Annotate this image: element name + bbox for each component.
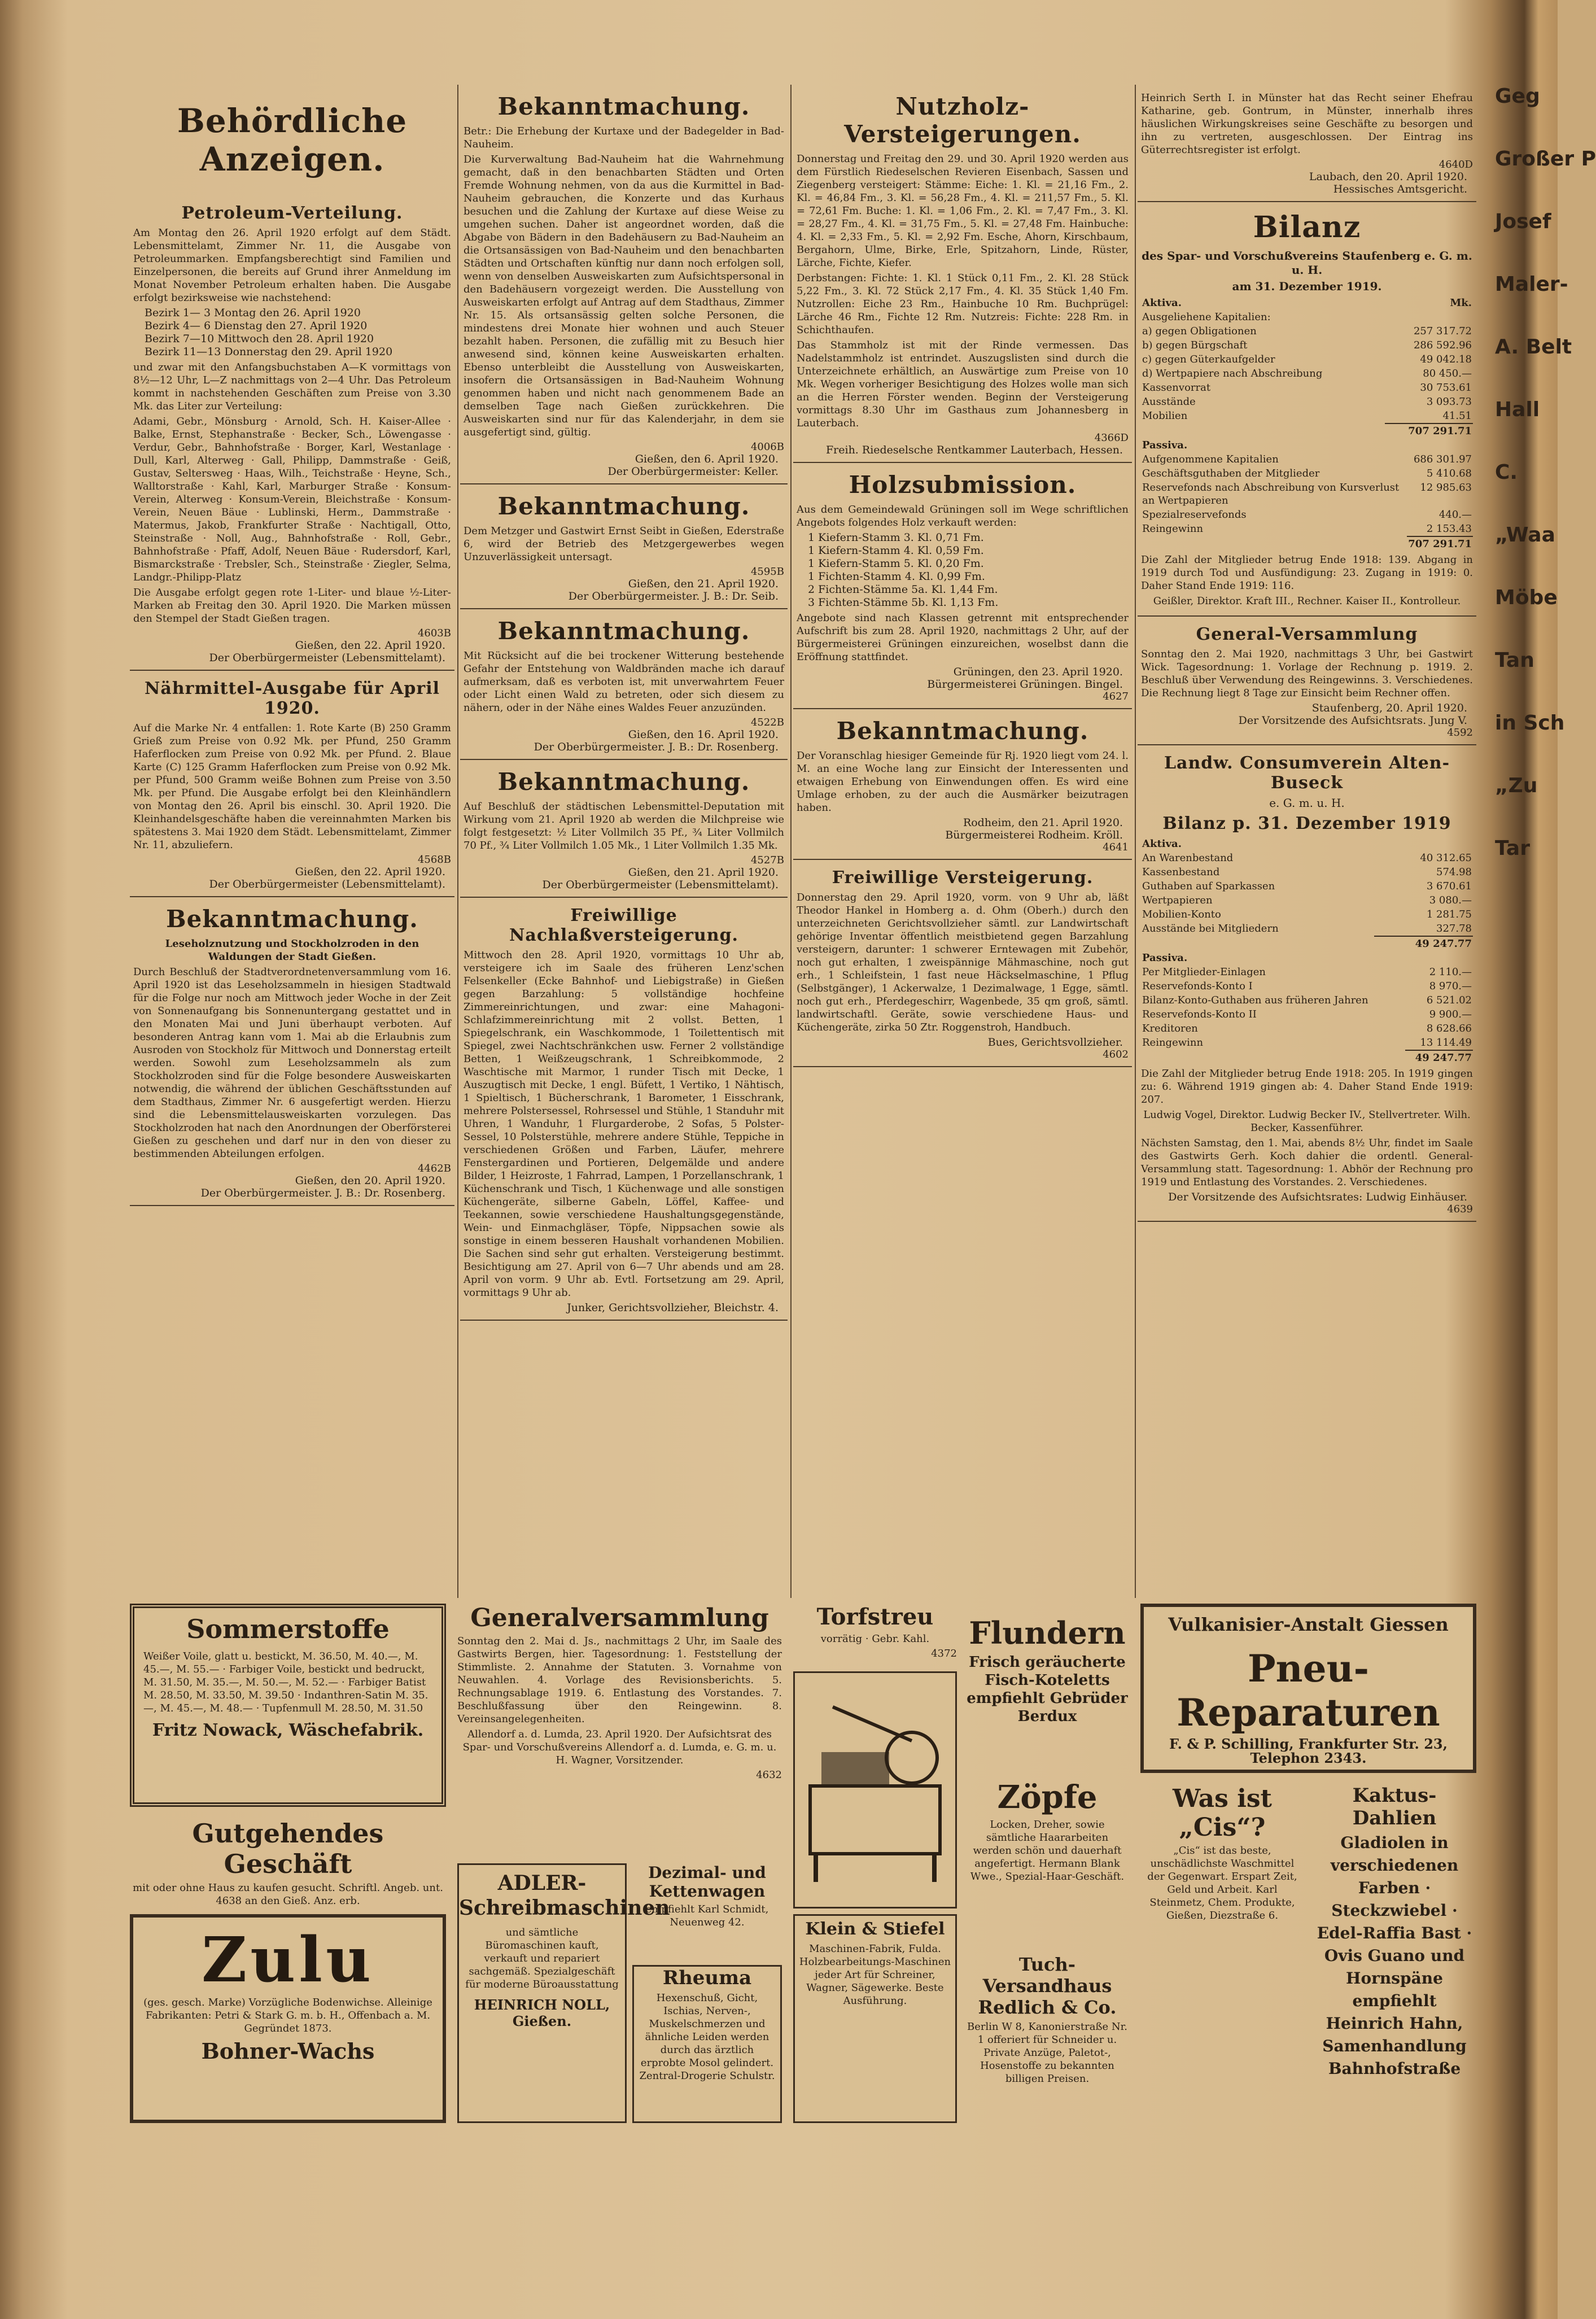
notice-date: Gießen, den 22. April 1920. [295,866,445,878]
notice-subtitle: e. G. m. u. H. [1269,796,1345,810]
notice-gueterrecht [1138,85,1476,202]
notice-title: Landw. Consumverein Alten-Buseck [1164,753,1450,793]
table-row: Spezialreservefonds 440.— [1142,509,1472,521]
notice-text: Auf die Marke Nr. 4 entfallen: 1. Rote Karte (B) 250 Gramm Grieß zum Preise von 0.92 Mk. per Pfund, 250 Gramm Haferflocken zum Preise von 0.92 Mk. per Pfund. 2. Blaue Karte (C) 125 Gramm Haferflocken zum Preise von 0.92 Mk. per Pfund, 500 Gramm weiße Bohnen zum Preise von 3.50 Mk. per Pfund. Die Ausgabe erfolgt bei den Kleinhändlern von Montag den 26. April bis einschl. 30. April 1920. Die Kleinhandelsgeschäfte haben die vereinnahmten Marken bis spätestens 3. Mai 1920 dem Städt. Lebensmittelamt, Zimmer Nr. 11, abzuliefern. [133,722,451,851]
ad-title: Vulkanisier-Anstalt Giessen [1168,1614,1449,1635]
notice-petroleum [130,195,454,671]
notice-text: Aus dem Gemeindewald Grüningen soll im Wege schriftlichen Angebots folgendes Holz verkauft werden: [797,504,1129,529]
notice-signature: Junker, Gerichtsvollzieher, Bleichstr. 4. [567,1302,779,1314]
edge-fragment: Josef [1495,210,1551,233]
notice-title: Bekanntmachung. [497,617,750,645]
edge-fragment: in Sch [1495,711,1565,735]
ad-signature: Allendorf a. d. Lumda, 23. April 1920. Der Aufsichtsrat des Spar- und Vorschußvereins Allendorf a. d. Lumda, e. G. m. u. H. Wagner, Vorsitzender. [462,1728,777,1766]
notice-text: Donnerstag und Freitag den 29. und 30. April 1920 werden aus dem Fürstlich Riedeselschen Revieren Eisenbach, Sassen und Ziegenberg versteigert: Stämme: Eiche: 1. Kl. = 21,16 Fm., 2. Kl. = 46,84 Fm., 3. Kl. = 56,28 Fm., 4. Kl. = 211,57 Fm., 5. Kl. = 72,61 Fm. Buche: 1. Kl. = 1,06 Fm., 2. Kl. = 7,47 Fm., 3. Kl. = 28,27 Fm., 4. Kl. = 31,75 Fm., 5. Kl. = 27,48 Fm. Hainbuche: 4. Kl. = 2,33 Fm., 5. Kl. = 2,92 Fm. Esche, Ahorn, Kirschbaum, Bergahorn, Ulme, Birke, Erle, Spitzahorn, Linde, Rüster, Lärche, Fichte, Kiefer. [797,153,1129,269]
ad-text: (ges. gesch. Marke) Vorzügliche Bodenwichse. Alleinige Fabrikanten: Petri & Stark G. m. b. H., Offenbach a. M. Gegründet 1873. [143,1997,432,2034]
ad-title: Zöpfe [997,1779,1097,1816]
table-header: Passiva. [1142,952,1188,964]
table-row: Bilanz-Konto-Guthaben aus früheren Jahren 6 521.02 [1142,994,1472,1006]
notice-text: Die Zahl der Mitglieder betrug Ende 1918: 205. In 1919 gingen zu: 6. Während 1919 gingen ab: 4. Daher Stand Ende 1919: 207. [1141,1068,1473,1106]
notice-signature: Der Oberbürgermeister. J. B.: Dr. Rosenberg. [200,1187,445,1199]
ad-cis [1140,1784,1304,2123]
notice-text: Die Kurverwaltung Bad-Nauheim hat die Wahrnehmung gemacht, daß in den benachbarten Städten und Orten Fremde Wohnung nehmen, von da aus die Kurmittel in Bad-Nauheim gebrauchen, die Konzerte und das Kurhaus besuchen und die Zahlung der Kurtaxe auf diese Weise zu umgehen suchen. Daher ist angeordnet worden, daß die Abgabe von Bädern in den Badehäusern zu Bad-Nauheim an die Ortsansässigen von Bad-Nauheim und den benachbarten Städten und Ortschaften künftig nur dann noch erfolgen soll, wenn von denselben Ausweiskarten zum Aufsichtspersonal in den Badehäusern vorgezeigt werden. Die Ausstellung von Ausweiskarten erfolgt auf Antrag auf dem Stadthaus, Zimmer Nr. 15. Als ortsansässig gelten solche Personen, die mindestens drei Monate hier wohnen und auch Steuer bezahlt haben. Personen, die zufällig mit zu Besuch hier anwesend sind, können keine Ausweiskarten erhalten. Ebenso unterbleibt die Ausstellung von Ausweiskarten, insofern die Ortsansässigen in Bad-Nauheim Wohnung genommen haben und nicht nach genommenem Bade an demselben Tage nach Gießen zurückkehren. Die Ausweiskarten sind nur für das Kalenderjahr, in dem sie ausgefertigt sind, gültig. [464,154,784,438]
edge-fragment: Geg [1495,85,1540,108]
notice-signature: Der Vorsitzende des Aufsichtsrats. Jung V. [1238,714,1467,727]
column-rule [790,85,792,1598]
notice-generalversammlung [1138,617,1476,745]
table-row: Reservefonds nach Abschreibung von Kursverlust an Wertpapieren 12 985.63 [1142,482,1472,506]
notice-title: Freiwillige Nachlaßversteigerung. [509,906,739,945]
ad-number: 4462B [417,1163,451,1174]
ad-title: Generalversammlung [470,1604,769,1632]
ad-text: vorrätig · Gebr. Kahl. [820,1633,930,1645]
table-row: Reservefonds-Konto I 8 970.— [1142,980,1472,992]
balance-date: am 31. Dezember 1919. [1232,279,1382,293]
ad-adler [457,1863,670,2123]
table-row: An Warenbestand 40 312.65 [1142,852,1472,864]
ad-firm: HEINRICH NOLL, Gießen. [474,1997,610,2029]
ad-brand: Bohner-Wachs [201,2038,375,2064]
advertisements [130,1604,1476,2281]
table-row: Reservefonds-Konto II 9 900.— [1142,1008,1472,1020]
notice-metzger [460,484,788,609]
list-item: Bezirk 7—10 Mittwoch den 28. April 1920 [145,333,374,345]
table-row: Geschäftsguthaben der Mitglieder 5 410.68 [1142,468,1472,479]
notice-milch [460,760,788,898]
ad-torfstreu [793,1604,957,1666]
ad-tuch [965,1954,1129,2123]
ad-title: Tuch-Versandhaus Redlich & Co. [978,1954,1117,2018]
ad-text: mit oder ohne Haus zu kaufen gesucht. Schriftl. Angeb. unt. 4638 an den Gieß. Anz. erb. [133,1882,443,1907]
edge-fragment: Großer P [1495,147,1596,171]
notice-date: Grüningen, den 23. April 1920. [953,666,1123,678]
column-2 [460,85,788,1598]
ad-title: Klein & Stiefel [805,1919,945,1939]
ad-title: Gutgehendes Geschäft [192,1818,384,1879]
list-item: Bezirk 1— 3 Montag den 26. April 1920 [145,307,361,319]
edge-fragment: „Waa [1495,523,1555,547]
timber-list [808,531,1129,609]
notice-nutzholz [793,85,1132,463]
table-row: Ausstände bei Mitgliedern 327.78 [1142,923,1472,934]
edge-fragment: Hall [1495,398,1540,421]
notice-text: Angebote sind nach Klassen getrennt mit entsprechender Aufschrift bis zum 28. April 1920, nachmittags 2 Uhr, auf der Bürgermeisterei Grüningen einzureichen, woselbst dann die Eröffnung stattfindet. [797,612,1129,663]
list-item: 1 Kiefern-Stamm 5. Kl. 0,20 Fm. [808,557,984,570]
ad-text: Sonntag den 2. Mai d. Js., nachmittags 2 Uhr, im Saale des Gastwirts Bergen, hier. Tagesordnung: 1. Feststellung der Stimmliste. 2. Annahme der Statuten. 3. Vornahme von Neuwahlen. 4. Vorlage des Revisionsberichts. 5. Rechnungsablage 1919. 6. Entlastung des Vorstandes. 7. Beschlußfassung über den Reingewinn. 8. Vereinsangelegenheiten. [457,1635,782,1725]
list-item: 3 Fichten-Stämme 5b. Kl. 1,13 Fm. [808,596,999,609]
ad-number: 4568B [417,854,451,866]
column-1 [130,85,454,1598]
notice-signature: Geißler, Direktor. Kraft III., Rechner. Kaiser II., Kontrolleur. [1153,595,1461,607]
list-item: 1 Kiefern-Stamm 4. Kl. 0,59 Fm. [808,544,984,557]
ad-text: Maschinen-Fabrik, Fulda. Holzbearbeitungs-Maschinen jeder Art für Schreiner, Wagner, Sägewerke. Beste Ausführung. [799,1943,951,2007]
notice-text: Dem Metzger und Gastwirt Ernst Seibt in Gießen, Ederstraße 6, wird der Betrieb des Metzgergewerbes wegen Unzuverlässigkeit untersagt. [464,525,784,563]
ad-title: Sommerstoffe [186,1614,390,1644]
ad-dahlien [1313,1784,1476,2123]
ad-title: Was ist „Cis“? [1173,1784,1272,1842]
notice-text: Die Zahl der Mitglieder betrug Ende 1918: 139. Abgang in 1919 durch Tod und Ausfündigung: 23. Zugang in 1919: 0. Daher Stand Ende 1919: 116. [1141,554,1473,592]
balance-date: Bilanz p. 31. Dezember 1919 [1162,814,1451,833]
table-row: Aufgenommene Kapitalien 686 301.97 [1142,453,1472,465]
table-row: Reingewinn 13 114.49 [1142,1037,1472,1049]
ad-text: Locken, Dreher, sowie sämtliche Haararbeiten werden schön und dauerhaft angefertigt. Hermann Blank Wwe., Spezial-Haar-Geschäft. [970,1819,1125,1883]
ad-text: Berlin W 8, Kanonierstraße Nr. 1 offeriert für Schneider u. Private Anzüge, Paletot-, Hosenstoffe zu bekannten billigen Preisen. [967,2021,1127,2085]
list-item: 1 Kiefern-Stamm 3. Kl. 0,71 Fm. [808,531,984,544]
notice-text: und zwar mit den Anfangsbuchstaben A—K vormittags von 8½—12 Uhr, L—Z nachmittags von 2—4 Uhr. Das Petroleum kommt in nachstehenden Geschäften zum Preise von 3.30 Mk. das Liter zur Verteilung: [133,361,451,412]
list-item: 1 Fichten-Stamm 4. Kl. 0,99 Fm. [808,570,985,583]
column-3 [793,85,1132,1598]
notice-title: Nährmittel-Ausgabe für April 1920. [145,679,440,718]
ad-flundern [965,1604,1129,1773]
notice-holzsubmission [793,463,1132,709]
edge-fragment: Tar [1495,837,1530,860]
ad-zulu [130,1914,446,2123]
table-header: Mk. [1450,297,1472,309]
table-row: Mobilien-Konto 1 281.75 [1142,909,1472,920]
ad-klein-stiefel [793,1914,957,2123]
ad-title: Rheuma [662,1967,752,1989]
balance-table-passiva [1141,438,1473,551]
notice-title: Bekanntmachung. [497,492,750,520]
table-total: 49 247.77 [1141,1050,1473,1065]
table-row: a) gegen Obligationen 257 317.72 [1142,325,1472,337]
ad-firm: Fritz Nowack, Wäschefabrik. [152,1720,424,1740]
section-title: Behördliche Anzeigen. [177,102,408,178]
table-row: Ausstände 3 093.73 [1142,396,1472,408]
ad-machine-illustration [793,1671,957,1909]
column-rule [1135,85,1136,1598]
table-total: 49 247.77 [1141,936,1473,951]
notice-subtitle: des Spar- und Vorschußvereins Staufenberg e. G. m. u. H. [1142,249,1472,277]
table-row: Reingewinn 2 153.43 [1142,523,1472,535]
notice-title: Freiwillige Versteigerung. [832,868,1094,888]
notice-nachlass [460,898,788,1321]
table-total: 707 291.71 [1141,423,1473,438]
notice-text: Nächsten Samstag, den 1. Mai, abends 8½ Uhr, findet im Saale des Gastwirts Gerh. Koch dahier die ordentl. General-Versammlung statt. Tagesordnung: 1. Abhör der Rechnung pro 1919 und Entlastung des Vorstandes. 2. Verschiedenes. [1141,1137,1473,1188]
notice-signature: Der Oberbürgermeister (Lebensmittelamt). [209,878,445,890]
notice-signature: Bürgermeisterei Grüningen. Bingel. [927,678,1123,691]
table-row: Kreditoren 8 628.66 [1142,1023,1472,1034]
notice-signature: Der Oberbürgermeister (Lebensmittelamt). [209,652,445,664]
table-row: Ausgeliehene Kapitalien: [1142,311,1271,323]
notice-text: Am Montag den 26. April 1920 erfolgt auf dem Städt. Lebensmittelamt, Zimmer Nr. 11, die Ausgabe von Petroleummarken. Empfangsberechtigt sind Familien und Einzelpersonen, die bereits auf Grund ihrer Anmeldung im Monat November Petroleum erhalten haben. Die Ausgabe erfolgt bezirksweise wie nachstehend: [133,227,451,304]
notice-rodheim [793,709,1132,860]
ad-number: 4603B [417,627,451,639]
notice-date: Rodheim, den 21. April 1920. [963,816,1123,829]
notice-text: Sonntag den 2. Mai 1920, nachmittags 3 Uhr, bei Gastwirt Wick. Tagesordnung: 1. Vorlage der Rechnung p. 1919. 2. Beschluß über Verwendung des Reingewinns. 3. Verschiedenes. Die Rechnung liegt 8 Tage zur Einsicht beim Rechner offen. [1141,648,1473,699]
table-row: c) gegen Güterkaufgelder 49 042.18 [1142,353,1472,365]
notice-date: Gießen, den 16. April 1920. [628,728,779,741]
balance-staufenberg [1138,202,1476,617]
ad-vulkanisier [1140,1604,1476,1773]
ad-number: 4632 [756,1769,782,1781]
notice-subtitle: Betr.: Die Erhebung der Kurtaxe und der Badegelder in Bad-Nauheim. [464,125,784,150]
ad-number: 4640D [1438,159,1473,171]
edge-fragment: Möbe [1495,586,1558,609]
adjacent-page-edge [1490,0,1596,2319]
notice-date: Gießen, den 20. April 1920. [295,1174,445,1187]
ad-title: Dezimal- und Kettenwagen [648,1863,766,1901]
notice-title: Holzsubmission. [849,471,1077,499]
table-row: Guthaben auf Sparkassen 3 670.61 [1142,880,1472,892]
notice-signature: Der Oberbürgermeister (Lebensmittelamt). [542,879,779,891]
notice-signature: Ludwig Vogel, Direktor. Ludwig Becker IV., Stellvertreter. Wilh. Becker, Kassenführer. [1143,1109,1471,1134]
notice-signature: Der Oberbürgermeister. J. B.: Dr. Seib. [568,590,779,602]
notice-signature: Freih. Riedeselsche Rentkammer Lauterbach, Hessen. [825,444,1123,456]
table-header: Aktiva. [1142,838,1182,850]
notice-leseholz [130,897,454,1206]
district-list [145,307,451,359]
table-header: Passiva. [1142,439,1188,451]
ad-number: 4527B [750,854,784,866]
ad-geschaeft [130,1818,446,1907]
table-row: Kassenvorrat 30 753.61 [1142,382,1472,394]
notice-subtitle: Leseholznutzung und Stockholzroden in den Waldungen der Stadt Gießen. [165,938,419,963]
ad-number: 4372 [931,1648,957,1659]
notice-title: Bekanntmachung. [836,717,1089,745]
table-header: Aktiva. [1142,297,1182,309]
ad-title: Torfstreu [816,1604,934,1630]
notice-title: Bekanntmachung. [497,768,750,796]
ad-sommerstoffe [130,1604,446,1807]
ad-rheuma [632,1965,782,2123]
machine-illustration-icon [799,1673,951,1888]
ad-text: Frisch geräucherte Fisch-Koteletts empfiehlt Gebrüder Berdux [967,1654,1128,1725]
notice-date: Gießen, den 6. April 1920. [635,453,779,465]
ad-title: ADLER-Schreibmaschinen [459,1871,670,1920]
table-row: Kassenbestand 574.98 [1142,866,1472,878]
ad-number: 4602 [1103,1049,1129,1060]
notice-signature: Bürgermeisterei Rodheim. Kröll. [945,829,1123,841]
notice-signature: Bues, Gerichtsvollzieher. [987,1036,1123,1049]
notice-versteigerung [793,860,1132,1067]
notice-date: Gießen, den 21. April 1920. [628,578,779,590]
ad-title: Zulu [201,1923,375,1996]
notice-date: Gießen, den 21. April 1920. [628,866,779,879]
table-row: d) Wertpapiere nach Abschreibung 80 450.— [1142,368,1472,379]
shop-list: Adami, Gebr., Mönsburg · Arnold, Sch. H. Kaiser-Allee · Balke, Ernst, Stephanstraße · Becker, Sch., Löwengasse · Verdur, Gebr., Bahnhofstraße · Borger, Karl, Westanlage · Dull, Karl, Alterweg · Gall, Philipp, Dammstraße · Geiß, Gustav, Seltersweg · Haas, Wilh., Teichstraße · Heyne, Sch., Walltorstraße · Kahl, Karl, Marburger Straße · Konsum-Verein, Alterweg · Konsum-Verein, Bleichstraße · Konsum-Verein, Neuen Bäue · Lublinski, Herm., Dammstraße · Matermus, Jakob, Frankfurter Straße · Nachtigall, Otto, Steinstraße · Noll, Aug., Bahnhofstraße · Roll, Gebr., Bahnhofstraße · Pfaff, Adolf, Neuen Bäue · Rudersdorf, Karl, Bismarckstraße · Trebsler, Sch., Steinstraße · Ziegler, Selma, Landgr.-Philipp-Platz [133,416,451,583]
ad-text: empfiehlt Karl Schmidt, Neuenweg 42. [645,1903,769,1928]
list-item: Bezirk 11—13 Donnerstag den 29. April 1920 [145,346,393,358]
notice-signature: Der Oberbürgermeister: Keller. [607,465,779,478]
notice-waldbrand [460,609,788,760]
notice-text: Mittwoch den 28. April 1920, vormittags 10 Uhr ab, versteigere ich im Saale des früheren Lenz'schen Felsenkeller (Ecke Bahnhof- und Liebigstraße) in Gießen gegen Barzahlung: 5 vollständige hochfeine Zimmereinrichtungen, und zwar: eine Mahagoni-Schlafzimmereinrichtung mit 2 vollst. Betten, 1 Spiegelschrank, ein Waschkommode, 1 Toilettentisch mit Spiegel, zwei Nachtschränkchen usw. Ferner 2 vollständige Betten, 1 Weißzeugschrank, 1 Schreibkommode, 2 Waschtische mit Marmor, 1 runder Tisch mit Decke, 1 Auszugtisch mit Decke, 1 engl. Büfett, 1 Vertiko, 1 Nähtisch, 1 Spieltisch, 1 Bücherschrank, 1 Barometer, 1 Eisschrank, mehrere Polstersessel, Rohrsessel und Stühle, 1 Standuhr mit Uhren, 1 Wanduhr, 1 Flurgarderobe, 2 Sofas, 5 Polster-Sessel, 10 Polsterstühle, mehrere andere Stühle, Teppiche in verschiedenen Größen und Farben, Läufer, mehrere Fenstergardinen und Portieren, Delgemälde und andere Bilder, 1 Heizroste, 1 Fahrrad, Lampen, 1 Porzellanschrank, 1 Küchenschrank und Tisch, 1 Küchenwage und alle sonstigen Küchengeräte, silberne Gabeln, Löffel, Kaffee- und Teekannen, sowie verschiedene Haushaltungsgegenstände, Wein- und Einmachgläser, Töpfe, Nippsachen sowie als sonstige in einem besseren Haushalt vorhandenen Mobilien. Die Sachen sind sehr gut erhalten. Versteigerung bestimmt. Besichtigung am 27. April von 6—7 Uhr abends und am 28. April von vorm. 9 Uhr ab. Evtl. Fortsetzung am 29. April, vormittags 9 Uhr ab. [464,949,784,1299]
ad-text: und sämtliche Büromaschinen kauft, verkauft und repariert sachgemäß. Spezialgeschäft für moderne Büroausstattung [465,1927,619,1990]
balance-alten-buseck [1138,745,1476,1222]
ad-number: 4522B [750,717,784,728]
ad-generalversammlung [457,1604,782,1852]
balance-table-aktiva [1141,296,1473,438]
ad-text: Hexenschuß, Gicht, Ischias, Nerven-, Muskelschmerzen und ähnliche Leiden werden durch das ärztlich erprobte Mosol gelindert. Zentral-Drogerie Schulstr. [639,1992,775,2082]
notice-date: Staufenberg, 20. April 1920. [1311,702,1467,714]
ad-text: Gladiolen in verschiedenen Farben · Steckzwiebel · Edel-Raffia Bast · Ovis Guano und Hornspäne empfiehlt Heinrich Hahn, Samenhandlung Bahnhofstraße [1317,1833,1472,2078]
notice-title: Petroleum-Verteilung. [181,203,403,223]
table-row: Mobilien 41.51 [1142,410,1472,422]
notice-title: Bekanntmachung. [166,905,418,933]
notice-title: Nutzholz-Versteigerungen. [844,93,1081,148]
ad-number: 4641 [1103,841,1129,853]
column-4 [1138,85,1476,1598]
table-row: Per Mitglieder-Einlagen 2 110.— [1142,966,1472,978]
balance-table-aktiva [1141,837,1473,951]
notice-text: Donnerstag den 29. April 1920, vorm. von 9 Uhr ab, läßt Theodor Hankel in Homberg a. d. Ohm (Oberh.) durch den unterzeichneten Gerichtsvollzieher sämtl. zur Landwirtschaft gehörige Inventar öffentlich meistbietend gegen Barzahlung versteigern, darunter: 1 schwerer Erntewagen mit Zubehör, noch gut erhalten, 1 zweispännige Mähmaschine, noch gut erh., 1 Schleifstein, 1 fast neue Häckselmaschine, 1 Pflug (Selbstgänger), 1 Ackerwalze, 1 Dezimalwage, 1 Egge, sämtl. noch gut erh., Pferdegeschirr, Wagenbede, 35 qm groß, sämtl. landwirtschaftl. Geräte, sowie verschiedene Haus- und Küchengeräte, zirka 50 Ztr. Roggenstroh, Handbuch. [797,892,1129,1033]
ad-dezimalwagen [632,1863,782,1959]
notice-date: Gießen, den 22. April 1920. [295,639,445,652]
notice-signature: Der Vorsitzende des Aufsichtsrates: Ludwig Einhäuser. [1168,1191,1467,1203]
ad-number: 4627 [1103,691,1129,702]
edge-fragment: Maler- [1495,273,1568,296]
notice-text: Die Ausgabe erfolgt gegen rote 1-Liter- und blaue ½-Liter-Marken ab Freitag den 30. April 1920. Die Marken müssen den Stempel der Stadt Gießen tragen. [133,587,451,624]
column-rule [457,85,458,1598]
table-row: b) gegen Bürgschaft 286 592.96 [1142,339,1472,351]
notice-signature: Der Oberbürgermeister. J. B.: Dr. Rosenberg. [534,741,779,753]
ad-number: 4366D [1094,432,1129,444]
notice-signature: Hessisches Amtsgericht. [1333,183,1467,195]
ad-text: „Cis“ ist das beste, unschädlichste Waschmittel der Gegenwart. Erspart Zeit, Geld und Arbeit. Karl Steinmetz, Chem. Produkte, Gießen, Diezstraße 6. [1147,1845,1297,1921]
notice-text: Derbstangen: Fichte: 1. Kl. 1 Stück 0,11 Fm., 2. Kl. 28 Stück 5,22 Fm., 3. Kl. 72 Stück 2,17 Fm., 4. Kl. 35 Stück 1,40 Fm. Nutzrollen: Eiche 23 Rm., Hainbuche 10 Rm. Buchprügel: Lärche 46 Rm., Fichte 12 Rm. Nutzreis: Fichte: 228 Rm. in Schichthaufen. [797,272,1129,336]
notice-kurtaxe [460,85,788,484]
notice-text: Auf Beschluß der städtischen Lebensmittel-Deputation mit Wirkung vom 21. April 1920 ab werden die Milchpreise wie folgt festgesetzt: ½ Liter Vollmilch 35 Pf., ¾ Liter Vollmilch 70 Pf., ¾ Liter Vollmilch 1.05 Mk., 1 Liter Vollmilch 1.35 Mk. [464,801,784,851]
notice-naehrmittel [130,671,454,897]
balance-table-passiva [1141,951,1473,1065]
edge-fragment: Tan [1495,649,1534,672]
notice-title: Bekanntmachung. [497,93,750,120]
notice-text: Der Voranschlag hiesiger Gemeinde für Rj. 1920 liegt vom 24. l. M. an eine Woche lang zur Einsicht der Interessenten und etwaigen Erhebung von Einwendungen offen. Es wird eine Umlage erhoben, zu der auch die Ausmärker beizutragen haben. [797,750,1129,814]
table-total: 707 291.71 [1141,536,1473,551]
list-item: 2 Fichten-Stämme 5a. Kl. 1,44 Fm. [808,583,998,596]
ad-number: 4639 [1447,1203,1473,1215]
ad-number: 4006B [750,441,784,453]
edge-fragment: C. [1495,461,1518,484]
ad-zoepfe [965,1779,1129,1948]
ad-number: 4595B [750,566,784,578]
notice-date: Laubach, den 20. April 1920. [1309,171,1467,183]
ad-firm: F. & P. Schilling, Frankfurter Str. 23, Telephon 2343. [1169,1736,1448,1766]
edge-fragment: A. Belt [1495,335,1572,359]
edge-fragment: „Zu [1495,774,1538,797]
ad-text: Weißer Voile, glatt u. bestickt, M. 36.50, M. 40.—, M. 45.—, M. 55.— · Farbiger Voile, bestickt und bedruckt, M. 31.50, M. 35.—, M. 50.—, M. 52.— · Farbiger Batist M. 28.50, M. 33.50, M. 39.50 · Indanthren-Satin M. 35.—, M. 45.—, M. 48.— · Tupfenmull M. 28.50, M. 31.50 [143,1650,428,1714]
ad-number: 4592 [1447,727,1473,739]
notice-title: Bilanz [1253,210,1361,244]
ad-title: Kaktus-Dahlien [1352,1784,1437,1829]
notice-text: Das Stammholz ist mit der Rinde vermessen. Das Nadelstammholz ist entrindet. Auszugslisten sind durch die Unterzeichnete erhältlich, an Auswärtige zum Preise von 10 Mk. Wegen vorheriger Besichtigung des Holzes wolle man sich an die Herren Förster wenden. Beginn der Versteigerung vormittags 8.30 Uhr im Gasthaus zum Johannesberg in Lauterbach. [797,339,1129,429]
ad-headline: Pneu-Reparaturen [1177,1647,1440,1735]
ad-title: Flundern [969,1615,1126,1651]
notice-title: General-Versammlung [1196,624,1418,644]
notice-text: Durch Beschluß der Stadtverordnetenversammlung vom 16. April 1920 ist das Leseholzsammeln in hiesigen Stadtwald für die Folge nur noch am Mittwoch jeder Woche in der Zeit von Sonnenaufgang bis Sonnenuntergang gestattet und in den Monaten Mai und Juni überhaupt verboten. Auf besonderen Antrag kann vom 1. Mai ab die Erlaubnis zum Ausroden von Stockholz für Mittwoch und Donnerstag erteilt werden. Sowohl zum Leseholzsammeln als zum Stockholzroden sind für die Folge besondere Ausweiskarten notwendig, die während der üblichen Geschäftsstunden auf dem Stadthaus, Zimmer Nr. 6 ausgefertigt werden. Hierzu sind die Lebensmittelausweiskarten vorzulegen. Das Stockholzroden hat nach den Anordnungen der Oberförsterei Gießen zu geschehen und darf nur in den von dieser zu bestimmenden Abteilungen erfolgen. [133,966,451,1160]
notice-text: Mit Rücksicht auf die bei trockener Witterung bestehende Gefahr der Entstehung von Waldbränden mache ich darauf aufmerksam, daß es verboten ist, mit unverwahrtem Feuer oder Licht einen Wald zu betreten, oder sich diesem zu nähern, oder in der Nähe eines Waldes Feuer anzuzünden. [464,650,784,714]
list-item: Bezirk 4— 6 Dienstag den 27. April 1920 [145,320,368,332]
notice-text: Heinrich Serth I. in Münster hat das Recht seiner Ehefrau Katharine, geb. Gontrum, in Münster, innerhalb ihres häuslichen Wirkungskreises seine Geschäfte zu besorgen und ihn zu vertreten, ausgeschlossen. Der Eintrag ins Güterrechtsregister ist erfolgt. [1141,92,1473,156]
table-row: Wertpapieren 3 080.— [1142,894,1472,906]
